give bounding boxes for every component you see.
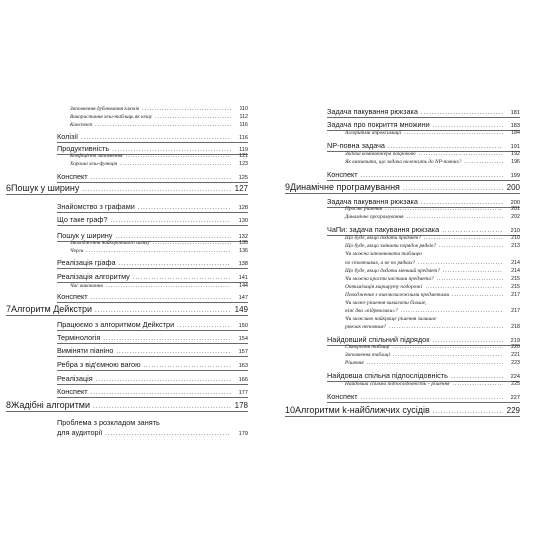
toc-entry-title: Працюємо з алгоритмом Дейкстри <box>57 320 175 329</box>
dot-leader <box>126 153 231 159</box>
toc-entry-title: Чи можна красти частини предмета? <box>345 276 434 282</box>
toc-subsection-row[interactable] <box>345 344 520 350</box>
toc-section-row[interactable] <box>57 202 248 211</box>
toc-entry-title: Реалізація <box>57 374 93 383</box>
toc-section-row[interactable] <box>57 320 248 329</box>
toc-subsection-row[interactable] <box>70 153 248 159</box>
dot-leader <box>142 106 231 112</box>
toc-entry-title: Заповнення таблиці <box>345 352 391 358</box>
dot-leader <box>403 186 503 192</box>
page-number: 181 <box>510 110 520 116</box>
toc-entry-title: Реалізація графа <box>57 258 116 267</box>
dot-leader <box>439 243 503 249</box>
toc-section-row[interactable] <box>327 170 520 179</box>
dot-leader <box>418 260 503 266</box>
toc-subsection-row[interactable] <box>345 268 520 274</box>
page-number: 196 <box>511 159 520 165</box>
toc-entry-title: Пошук у ширину <box>57 231 113 240</box>
dot-leader <box>177 323 231 329</box>
toc-entry-title: Пошук у ширину <box>11 183 80 193</box>
page-number: 200 <box>506 183 520 192</box>
page-number: 178 <box>234 401 248 410</box>
page-number: 202 <box>511 214 520 220</box>
toc-entry-title: Динамічне програмування <box>345 214 404 220</box>
toc-subsection-row[interactable] <box>345 243 520 249</box>
dot-leader <box>426 284 503 290</box>
page-number: 112 <box>239 114 248 120</box>
toc-divider <box>327 402 520 403</box>
toc-subsection-row[interactable] <box>345 308 520 314</box>
page-number: 192 <box>511 151 520 157</box>
dot-leader <box>367 360 503 366</box>
dot-leader <box>106 283 231 289</box>
toc-section-row[interactable] <box>327 392 520 401</box>
toc-subsection-row[interactable] <box>70 240 248 246</box>
toc-subsection-row[interactable] <box>70 248 248 254</box>
toc-divider <box>57 268 248 269</box>
toc-entry-title: Чи можливо найкраще рішення залишає <box>345 316 437 322</box>
toc-divider <box>57 356 248 357</box>
page-number: 138 <box>238 261 248 267</box>
toc-entry-title: Знаходження найкоротшого шляху <box>70 240 150 246</box>
toc-section-row[interactable] <box>327 335 520 344</box>
page-number: 154 <box>238 336 248 342</box>
toc-subsection-row[interactable] <box>345 324 520 330</box>
toc-section-row[interactable] <box>57 272 248 281</box>
dot-leader <box>433 123 503 129</box>
toc-entry-title: Алгоритм Дейкстри <box>11 304 93 314</box>
page-number: 225 <box>511 381 520 387</box>
page-number: 128 <box>238 205 248 211</box>
toc-chapter-row[interactable] <box>6 183 248 193</box>
toc-entry-title: ніж два «підрюкзаки»? <box>345 308 398 314</box>
toc-subsection-row[interactable] <box>345 360 520 366</box>
dot-leader <box>86 248 231 254</box>
toc-section-row[interactable] <box>57 258 248 267</box>
page-number: 218 <box>511 324 520 330</box>
dot-leader <box>95 308 231 314</box>
page-number: 121 <box>239 153 248 159</box>
dot-leader <box>91 390 231 396</box>
chapter-number: 8 <box>6 400 12 410</box>
dot-leader <box>437 276 503 282</box>
dot-leader <box>82 187 231 193</box>
toc-entry-title: Коефіцієнт заповнення <box>70 153 123 159</box>
toc-section-row[interactable] <box>57 333 248 342</box>
toc-section-row[interactable] <box>57 144 248 153</box>
toc-subsection-row[interactable] <box>345 284 520 290</box>
toc-subsection-row[interactable] <box>70 106 248 112</box>
page-number: 130 <box>238 218 248 224</box>
dot-leader <box>91 295 231 301</box>
toc-entry-title: Виміняти піаніно <box>57 346 114 355</box>
page-number: 119 <box>239 147 248 153</box>
page-number: 116 <box>239 122 248 128</box>
page-number: 157 <box>238 349 248 355</box>
toc-subsection-row[interactable] <box>345 130 520 136</box>
toc-section-row[interactable] <box>57 172 248 181</box>
toc-entry-title: Реалізація алгоритму <box>57 272 130 281</box>
toc-divider <box>57 397 248 398</box>
toc-section-row[interactable] <box>327 107 520 116</box>
toc-entry-title: Найдовша спільна підпослідовність <box>327 371 448 380</box>
toc-entry-title: Хороша хеш-функція <box>70 161 118 167</box>
toc-entry-title: Простє рішення <box>345 206 383 212</box>
page-number: 149 <box>234 305 248 314</box>
toc-section-row[interactable] <box>57 231 248 240</box>
toc-entry-title: Час виконання <box>70 283 103 289</box>
page-number: 177 <box>238 390 248 396</box>
toc-section-row[interactable] <box>327 197 520 206</box>
page-number: 215 <box>511 276 520 282</box>
toc-divider <box>6 315 248 316</box>
toc-subsection-row[interactable] <box>345 206 520 212</box>
toc-subsection-row[interactable] <box>70 114 248 120</box>
toc-entry-title: Знайомство з графами <box>57 202 135 211</box>
toc-entry-title: Найдовша спільна підпослідовність – рішення <box>345 381 450 387</box>
toc-entry-title: Черги <box>70 248 84 254</box>
page-number: 201 <box>511 206 520 212</box>
toc-entry-title: Алгоритми k-найближчих сусідів <box>295 405 430 415</box>
page-number: 191 <box>510 144 520 150</box>
dot-leader <box>103 336 231 342</box>
toc-subsection-row[interactable] <box>70 283 248 289</box>
toc-subsection-row[interactable] <box>345 316 520 322</box>
page-number: 110 <box>239 106 248 112</box>
page-number: 132 <box>238 234 248 240</box>
dot-leader <box>133 275 231 281</box>
toc-entry-title: Що буде, якщо додати предмет? <box>345 235 421 241</box>
toc-entry-title: Жадібні алгоритми <box>11 400 91 410</box>
dot-leader <box>421 110 503 116</box>
toc-entry-title: Проблема з розкладом занять <box>57 418 160 427</box>
toc-entry-title: Конспект <box>70 122 93 128</box>
page-number: 214 <box>511 260 520 266</box>
toc-divider <box>57 384 248 385</box>
page-number: 221 <box>511 352 520 358</box>
toc-entry-title: Продуктивність <box>57 144 110 153</box>
toc-entry-title: Що буде, якщо змінити порядок рядків? <box>345 243 437 249</box>
page-number: 200 <box>510 200 520 206</box>
toc-entry-title: Заповнення дублювання ключів <box>70 106 140 112</box>
toc-section-row[interactable] <box>57 292 248 301</box>
dot-leader <box>393 344 503 350</box>
toc-divider <box>57 142 248 143</box>
toc-entry-title: Алгоритми апроксимації <box>345 130 402 136</box>
toc-entry-title: Конспект <box>57 292 88 301</box>
toc-subsection-row[interactable] <box>345 276 520 282</box>
page-number: 213 <box>511 243 520 249</box>
toc-entry-title: Що буде, якщо додати менший предмет? <box>345 268 440 274</box>
dot-leader <box>110 218 231 224</box>
dot-leader <box>453 381 503 387</box>
toc-divider <box>327 180 520 181</box>
page-number: 166 <box>238 377 248 383</box>
dot-leader <box>96 377 231 383</box>
toc-entry-title: NP-повна задача <box>327 141 385 150</box>
dot-leader <box>361 173 503 179</box>
toc-divider <box>57 330 248 331</box>
chapter-number: 7 <box>6 304 12 314</box>
toc-chapter-row[interactable] <box>6 304 248 314</box>
page-number: 210 <box>511 235 520 241</box>
page-number: 223 <box>511 360 520 366</box>
page-number: 217 <box>511 292 520 298</box>
toc-entry-title: Найдовший спільний підрядок <box>327 335 430 344</box>
toc-section-row[interactable] <box>327 141 520 150</box>
page-number: 135 <box>239 240 248 246</box>
dot-leader <box>407 214 503 220</box>
toc-section-row[interactable] <box>57 374 248 383</box>
toc-entry-title: Створення таблиці <box>345 344 390 350</box>
page-number: 123 <box>239 161 248 167</box>
page-number: 224 <box>510 374 520 380</box>
toc-section-row[interactable] <box>327 371 520 380</box>
toc-divider <box>6 194 248 195</box>
toc-entry-title: Конспект <box>57 172 88 181</box>
dot-leader <box>388 144 503 150</box>
page-number: 219 <box>510 338 520 344</box>
page-number: 215 <box>511 284 520 290</box>
toc-divider <box>327 117 520 118</box>
toc-subsection-row[interactable] <box>345 300 520 306</box>
page-number: 163 <box>238 363 248 369</box>
page-number: 220 <box>511 344 520 350</box>
toc-entry-title: Конспект <box>57 387 88 396</box>
toc-divider <box>285 193 520 194</box>
toc-entry-title: для аудиторії <box>57 428 103 437</box>
dot-leader <box>81 135 231 141</box>
toc-section-row[interactable] <box>57 360 248 369</box>
page-number: 144 <box>239 283 248 289</box>
toc-chapter-row[interactable] <box>285 182 520 192</box>
toc-entry-title: Використання хеш-таблиць як кешу <box>70 114 153 120</box>
toc-entry-title: ЧаПи: задача пакування рюкзака <box>327 225 440 234</box>
toc-subsection-row[interactable] <box>345 235 520 241</box>
toc-entry-title: Конспект <box>327 392 358 401</box>
dot-leader <box>155 114 231 120</box>
toc-entry-title: Динамічне програмування <box>290 182 400 192</box>
page-number: 179 <box>238 431 248 437</box>
toc-section-row[interactable] <box>57 215 248 224</box>
toc-entry-title: Колізії <box>57 132 79 141</box>
toc-subsection-row[interactable] <box>345 260 520 266</box>
toc-subsection-row[interactable] <box>345 352 520 358</box>
page-number: 116 <box>239 135 248 141</box>
page-number: 184 <box>511 130 520 136</box>
dot-leader <box>404 130 503 136</box>
toc-section-row[interactable] <box>57 132 248 141</box>
dot-leader <box>443 268 503 274</box>
dot-leader <box>95 122 231 128</box>
dot-leader <box>442 228 503 234</box>
dot-leader <box>451 374 503 380</box>
page-number: 214 <box>511 268 520 274</box>
toc-chapter-row[interactable] <box>285 405 520 415</box>
toc-subsection-row[interactable] <box>345 292 520 298</box>
page-number: 150 <box>238 323 248 329</box>
toc-entry-title: по стовпчиках, а не по рядках? <box>345 260 416 266</box>
dot-leader <box>385 206 503 212</box>
page-number: 227 <box>510 395 520 401</box>
dot-leader <box>361 395 503 401</box>
toc-section-row[interactable] <box>327 225 520 234</box>
toc-divider <box>285 416 520 417</box>
toc-section-row[interactable] <box>57 428 248 437</box>
toc-entry-title: Чи може рішення вимагати більше, <box>345 300 427 306</box>
toc-entry-title: Термінологія <box>57 333 101 342</box>
dot-leader <box>105 431 231 437</box>
dot-leader <box>119 261 231 267</box>
toc-entry-title: Оптимізація маршруту подорожі <box>345 284 423 290</box>
dot-leader <box>464 159 503 165</box>
dot-leader <box>419 151 503 157</box>
chapter-number: 10 <box>285 405 296 415</box>
page-number: 210 <box>510 228 520 234</box>
toc-section-row[interactable] <box>327 120 520 129</box>
chapter-number: 9 <box>285 182 291 192</box>
page-number: 136 <box>239 248 248 254</box>
toc-subsection-row[interactable] <box>345 381 520 387</box>
dot-leader <box>389 324 503 330</box>
toc-subsection-row[interactable] <box>70 161 248 167</box>
dot-leader <box>91 175 231 181</box>
toc-entry-title: Рішення <box>345 360 364 366</box>
toc-entry-title: Що таке граф? <box>57 215 108 224</box>
dot-leader <box>120 161 231 167</box>
toc-divider <box>6 411 248 412</box>
page-number: 147 <box>238 295 248 301</box>
toc-chapter-row[interactable] <box>6 400 248 410</box>
dot-leader <box>116 349 231 355</box>
toc-entry-title: Задача про покриття множини <box>327 120 430 129</box>
toc-subsection-row[interactable] <box>70 122 248 128</box>
toc-entry-title: Чи можна заповнювати таблицю <box>345 251 422 257</box>
toc-divider <box>57 212 248 213</box>
dot-leader <box>401 308 503 314</box>
toc-subsection-row[interactable] <box>345 214 520 220</box>
toc-subsection-row[interactable] <box>345 251 520 257</box>
toc-entry-title: Як визначити, що задача належить до NP-повних? <box>345 159 462 165</box>
page-number: 229 <box>506 406 520 415</box>
dot-leader <box>153 240 231 246</box>
toc-entry-title: Задача пакування рюкзака <box>327 107 418 116</box>
dot-leader <box>433 409 503 415</box>
toc-section-row[interactable] <box>57 418 160 427</box>
page-number: 127 <box>234 184 248 193</box>
toc-divider <box>57 343 248 344</box>
toc-divider <box>57 370 248 371</box>
dot-leader <box>393 352 503 358</box>
dot-leader <box>424 235 503 241</box>
page-number: 141 <box>238 275 248 281</box>
dot-leader <box>452 292 503 298</box>
toc-entry-title: рюкзак неповним? <box>345 324 387 330</box>
page-number: 125 <box>238 175 248 181</box>
toc-entry-title: Ребра з від'ємною вагою <box>57 360 141 369</box>
dot-leader <box>138 205 231 211</box>
toc-section-row[interactable] <box>57 387 248 396</box>
toc-entry-title: Конспект <box>327 170 358 179</box>
toc-divider <box>57 225 248 226</box>
chapter-number: 6 <box>6 183 12 193</box>
toc-entry-title: Задача комівояжера покроково <box>345 151 416 157</box>
dot-leader <box>93 404 231 410</box>
toc-entry-title: Задача пакування рюкзака <box>327 197 418 206</box>
page-number: 217 <box>511 308 520 314</box>
page-number: 183 <box>510 123 520 129</box>
toc-section-row[interactable] <box>57 346 248 355</box>
toc-subsection-row[interactable] <box>345 151 520 157</box>
dot-leader <box>144 363 231 369</box>
page-number: 199 <box>510 173 520 179</box>
toc-entry-title: Поводження з взаємозалежними предметами <box>345 292 450 298</box>
toc-subsection-row[interactable] <box>345 159 520 165</box>
toc-divider <box>57 302 248 303</box>
